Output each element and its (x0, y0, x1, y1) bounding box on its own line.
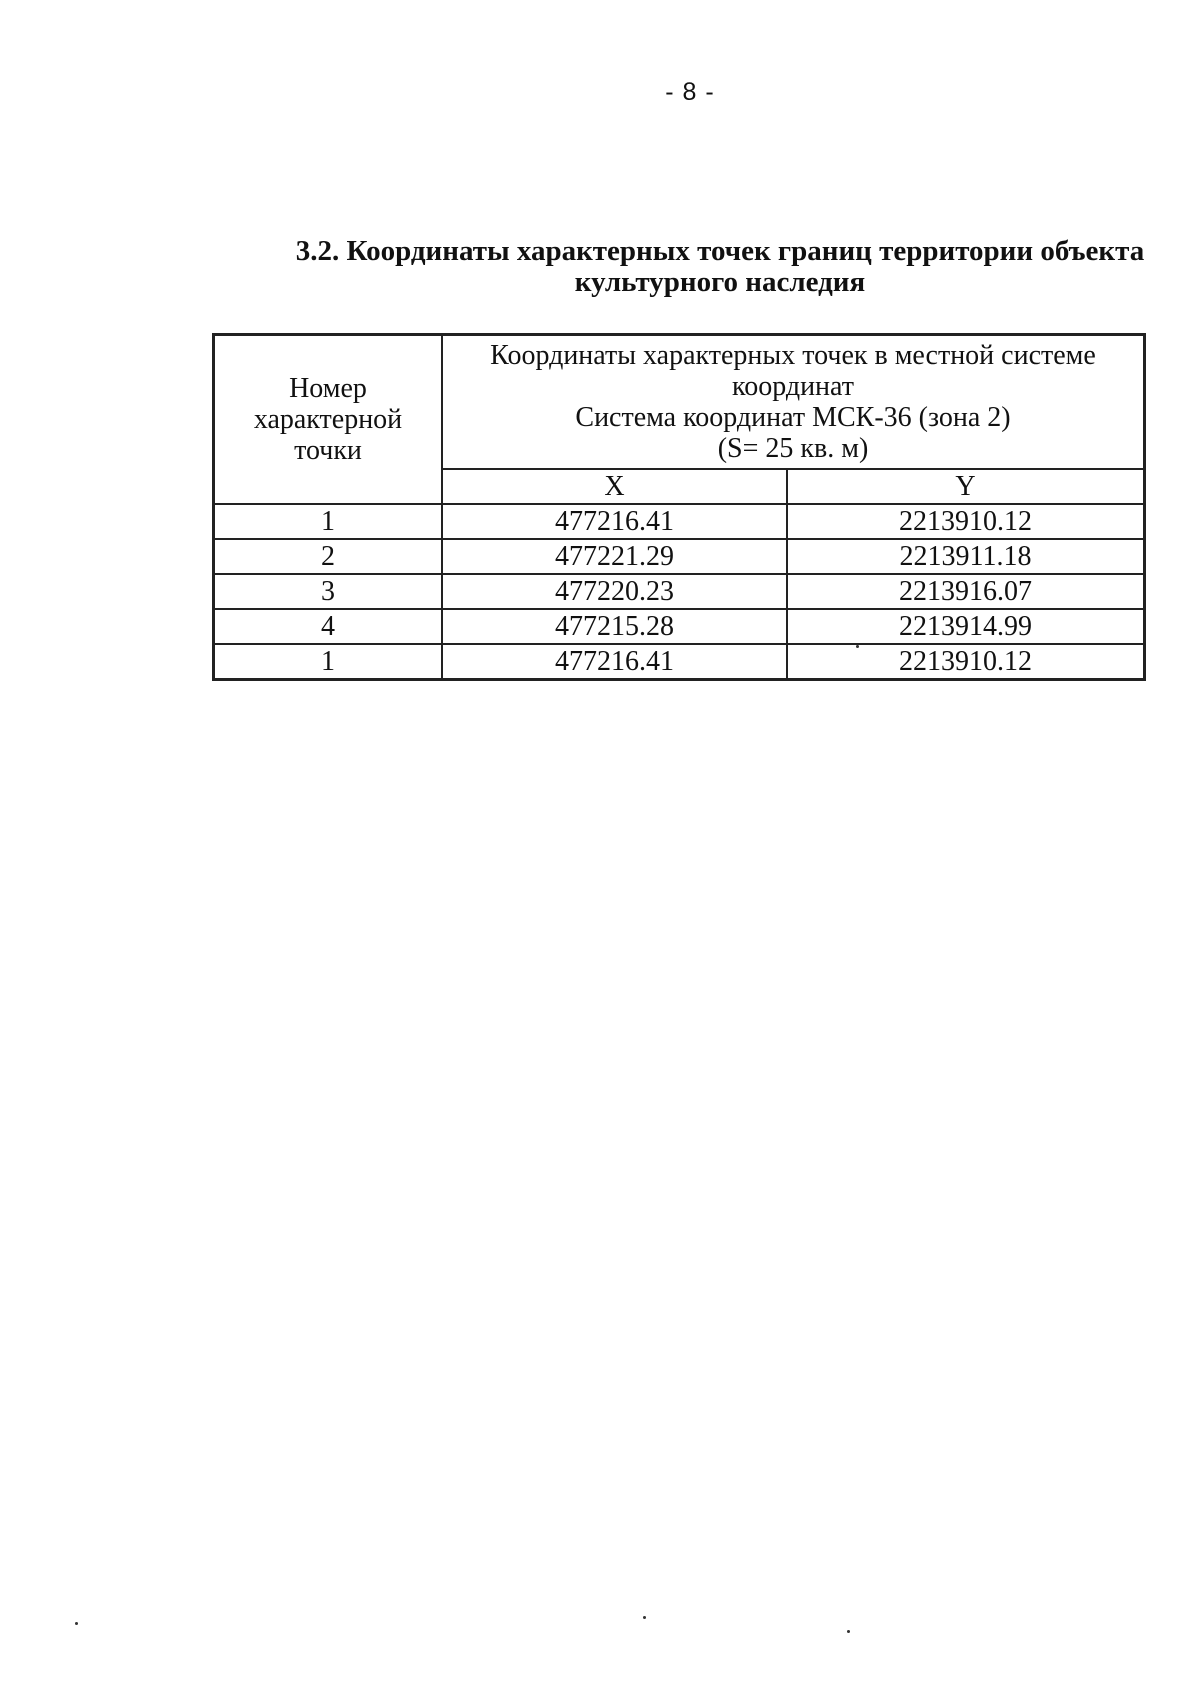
x-cell: 477216.41 (442, 644, 787, 680)
coordinates-header-line: (S= 25 кв. м) (717, 433, 869, 464)
y-cell: 2213910.12 (787, 504, 1145, 539)
table-row (214, 644, 1145, 680)
table-header-row (214, 335, 1145, 470)
table-row (214, 539, 1145, 574)
x-cell: 477215.28 (442, 609, 787, 644)
x-cell: 477216.41 (442, 504, 787, 539)
coordinates-table (212, 333, 1146, 681)
section-title (290, 236, 1150, 298)
scan-speck (75, 1622, 78, 1625)
y-cell: 2213911.18 (787, 539, 1145, 574)
scan-speck (856, 645, 859, 648)
coordinates-header-line: Координаты характерных точек в местной системе (490, 340, 1096, 371)
table-row (214, 504, 1145, 539)
point-cell: 4 (214, 609, 443, 644)
coordinates-header-line: Система координат МСК-36 (зона 2) (575, 402, 1011, 433)
coordinates-header (442, 335, 1145, 470)
point-number-header-line: характерной (253, 404, 403, 435)
y-column-header: Y (787, 469, 1145, 504)
scan-speck (847, 1630, 850, 1633)
point-cell: 2 (214, 539, 443, 574)
point-number-header-line: точки (294, 435, 362, 466)
section-title-line-1: 3.2. Координаты характерных точек границ территории объекта (295, 235, 1145, 267)
point-number-header-line: Номер (289, 373, 367, 404)
point-cell: 3 (214, 574, 443, 609)
x-column-header: X (442, 469, 787, 504)
y-cell: 2213910.12 (787, 644, 1145, 680)
page-number: - 8 - (665, 78, 715, 106)
y-cell: 2213916.07 (787, 574, 1145, 609)
point-cell: 1 (214, 644, 443, 680)
point-cell: 1 (214, 504, 443, 539)
section-title-line-2: культурного наследия (574, 266, 866, 298)
x-cell: 477220.23 (442, 574, 787, 609)
point-number-header (214, 335, 443, 505)
coordinates-header-line: координат (732, 371, 854, 402)
table-row (214, 574, 1145, 609)
y-cell: 2213914.99 (787, 609, 1145, 644)
scan-speck (643, 1616, 646, 1619)
table-row (214, 609, 1145, 644)
x-cell: 477221.29 (442, 539, 787, 574)
